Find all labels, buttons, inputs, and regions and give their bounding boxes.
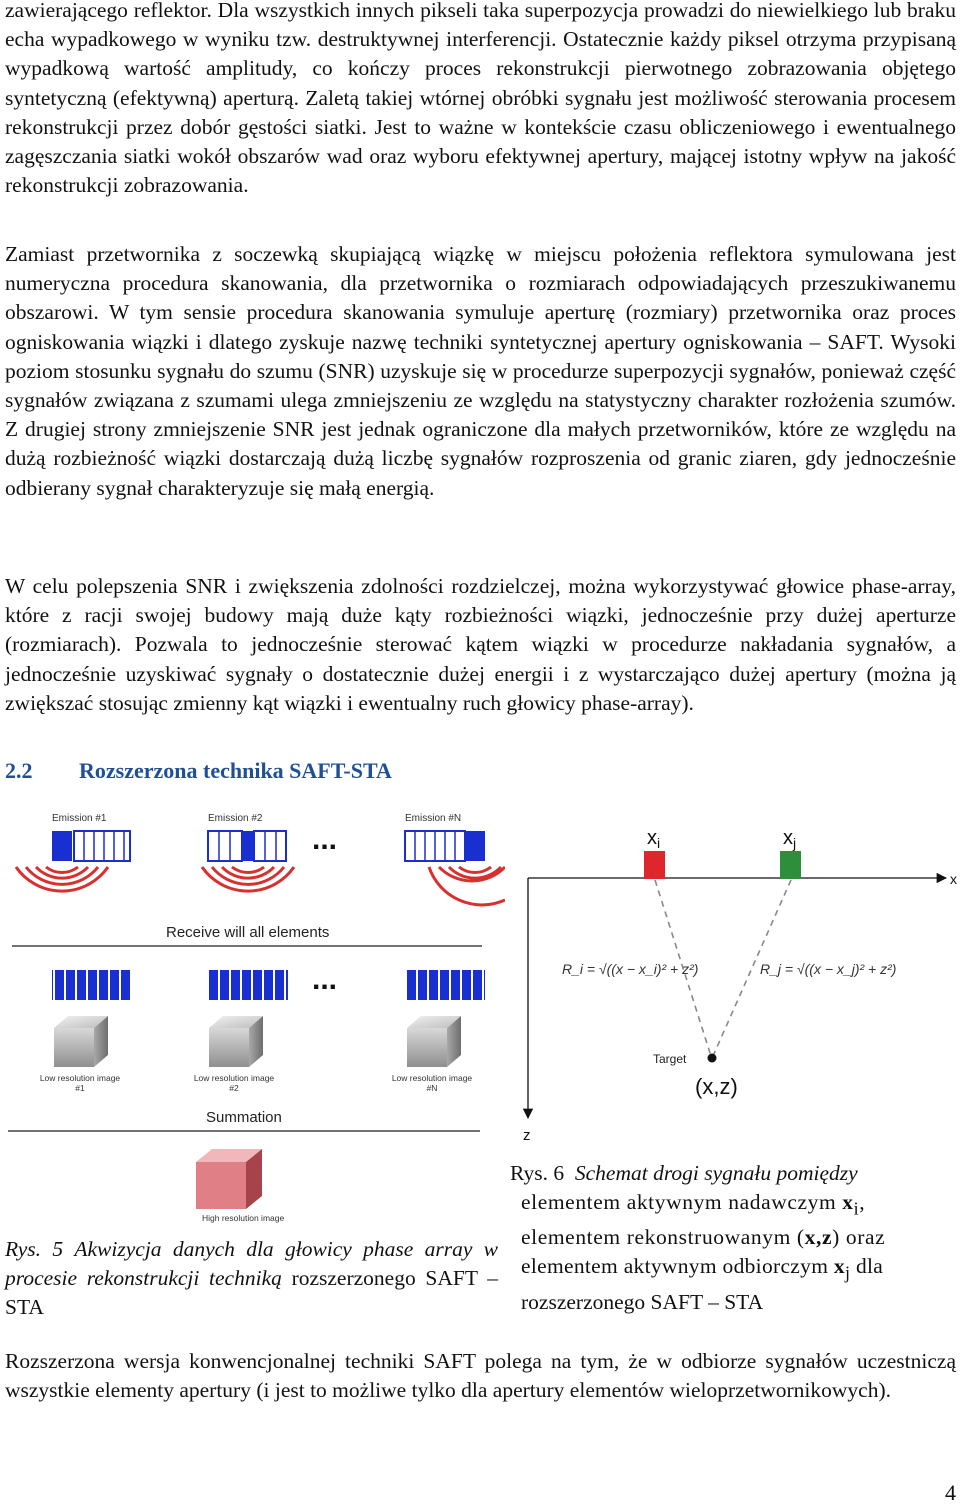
low-res-label-1: Low resolution image [39,1073,121,1083]
low-res-index-2: #2 [229,1083,239,1093]
figure-5-diagram [0,805,505,1225]
receiver-element-xj [780,851,801,879]
figure-6-caption-line-4a: elementem aktywnym odbiorczym [521,1254,829,1279]
high-res-cube-icon [196,1149,262,1209]
emitter-label: $x_i$ [647,827,661,851]
figure-5-caption-tail: rozszerzonego SAFT – STA [5,1266,499,1319]
section-number: 2.2 [5,758,33,783]
low-res-cube-icon-N [407,1016,461,1067]
equation-ri: R_i = √((x − x_i)² + z²) [562,961,699,977]
figure-5-caption-text: Akwizycja danych dla głowicy phase array w procesie rekonstrukcji techniką [5,1237,499,1290]
figure-6-caption-xi-sub: i [853,1198,860,1219]
high-res-label: High resolution image [202,1213,285,1223]
low-res-index-1: #1 [75,1083,85,1093]
paragraph-4: Rozszerzona wersja konwencjonalnej techniki SAFT polega na tym, że w odbiorze sygnałów uczestniczą wszystkie elementy apertury (i jest to możliwe tylko dla apertury elementów wieloprzetwornikowych). [5,1349,956,1403]
emission-wave-icon-N [429,867,505,905]
low-res-cube-icon-2 [209,1016,263,1067]
figure-6-caption-comma: , [859,1190,866,1214]
receive-array-2 [208,970,288,1000]
paragraph-2: Zamiast przetwornika z soczewką skupiającą wiązkę w miejscu położenia reflektora symulowana jest numeryczna procedura skanowania, dla przetwornika o rozmiarach odpowiadających przeszukiwanemu obszarowi. W tym sensie procedura skanowania symuluje aperturę (rozmiary) przetwornika oraz proces ogniskowania wiązki i dlatego zyskuje nazwę techniki syntetycznej apertury ogniskowania – SAFT. Wysoki poziom stosunku sygnału do szumu (SNR) uzyskuje się w procedurze superpozycji sygnałów, ponieważ część sygnałów związana z szumami ulega zmniejszeniu ze względu na statystyczny charakter rozłożenia szumów. Z drugiej strony zmniejszenie SNR jest jednak ograniczone dla małych przetworników, które ze względu na dużą rozbieżność wiązki dostarczają dużą liczbę sygnałów rozproszenia od granic ziaren, gdy jednocześnie odbierany sygnał charakteryzuje się małą energią. [5,242,956,500]
receiver-label: $x_j$ [783,827,797,851]
equation-rj: R_j = √((x − x_j)² + z²) [760,961,897,977]
paragraph-1: zawierającego reflektor. Dla wszystkich innych pikseli taka superpozycja prowadzi do niewielkiego lub braku echa wypadkowego w wyniku tzw. destruktywnej interferencji. Ostatecznie każdy piksel otrzyma przypisaną wypadkową wartość amplitudy, co kończy proces rekonstrukcji pierwotnego zobrazowania objętego syntetyczną (efektywną) aperturą. Zaletą takiej wtórnej obróbki sygnału jest możliwość sterowania procesem rekonstrukcji przez dobór gęstości siatki. Jest to ważne w kontekście czasu obliczeniowego i ewentualnego zagęszczania siatki wokół obszarów wad oraz wyboru efektywnej apertury, mającej istotny wpływ na jakość rekonstrukcji zobrazowania. [5,0,956,198]
figure-6-caption-line-3c: ) oraz [832,1225,886,1250]
figure-6-caption-xj-sub: j [844,1262,851,1283]
x-axis-label: x [950,871,957,887]
figure-6-diagram [510,820,960,1150]
target-coordinates: (x,z) [695,1074,738,1099]
figure-6-caption-label: Rys. 6 [510,1161,565,1185]
section-heading [5,758,392,784]
receive-array-N [405,970,485,1000]
target-label: Target [653,1052,687,1066]
figure-6-caption-xz: x,z [804,1225,833,1250]
receive-array-1 [52,970,132,1000]
figure-6-caption-xj: x [833,1254,845,1279]
figure-6-caption-line-4d: dla [855,1254,884,1279]
emission-label-N: Emission #N [405,813,462,824]
section-title: Rozszerzona technika SAFT-STA [79,758,392,783]
z-axis-label: z [523,1127,531,1144]
emission-wave-icon-2 [202,867,294,891]
paragraph-3: W celu polepszenia SNR i zwiększenia zdolności rozdzielczej, można wykorzystywać głowice phase-array, które z racji swojej budowy mają duże kąty rozbieżności wiązki, jednocześnie przy dużej aperturze (rozmiarach). Pozwala to jednocześnie sterować kątem wiązki w procedurze nakładania sygnałów, a jednocześnie uzyskiwać sygnały o dostatecznie dużej energii i z wystarczająco dużej apertury (można ją zwiększać stosując zmienny kąt wiązki i ewentualny ruch głowicy phase-array). [5,574,956,715]
figure-6-caption-xi: x [842,1190,854,1214]
emission-label-2: Emission #2 [208,813,263,824]
figure-6-caption-title: Schemat drogi sygnału pomiędzy [574,1161,858,1185]
low-res-label-2: Low resolution image [193,1073,275,1083]
figure-6-caption-line-5: rozszerzonego SAFT – STA [521,1289,764,1314]
low-res-cube-icon-1 [54,1016,108,1067]
emission-label-1: Emission #1 [52,813,107,824]
emitter-element-xi [644,851,665,879]
summation-label: Summation [206,1109,282,1126]
receive-ellipsis: ... [312,963,338,996]
emission-wave-icon-1 [16,867,108,891]
figure-6-caption-line-2: elementem aktywnym nadawczym [521,1190,837,1214]
emission-ellipsis: ... [312,823,338,856]
figure-6-caption [510,1159,958,1317]
figure-5-caption-label: Rys. 5 [5,1237,64,1261]
target-point [708,1054,717,1063]
receive-label: Receive will all elements [166,924,330,941]
low-res-index-N: #N [426,1083,438,1093]
page-number: 4 [945,1480,956,1505]
figure-5-caption [5,1235,498,1322]
figure-6-caption-line-3a: elementem rekonstruowanym ( [521,1225,805,1250]
low-res-label-N: Low resolution image [391,1073,473,1083]
emission-array-1 [52,831,130,861]
